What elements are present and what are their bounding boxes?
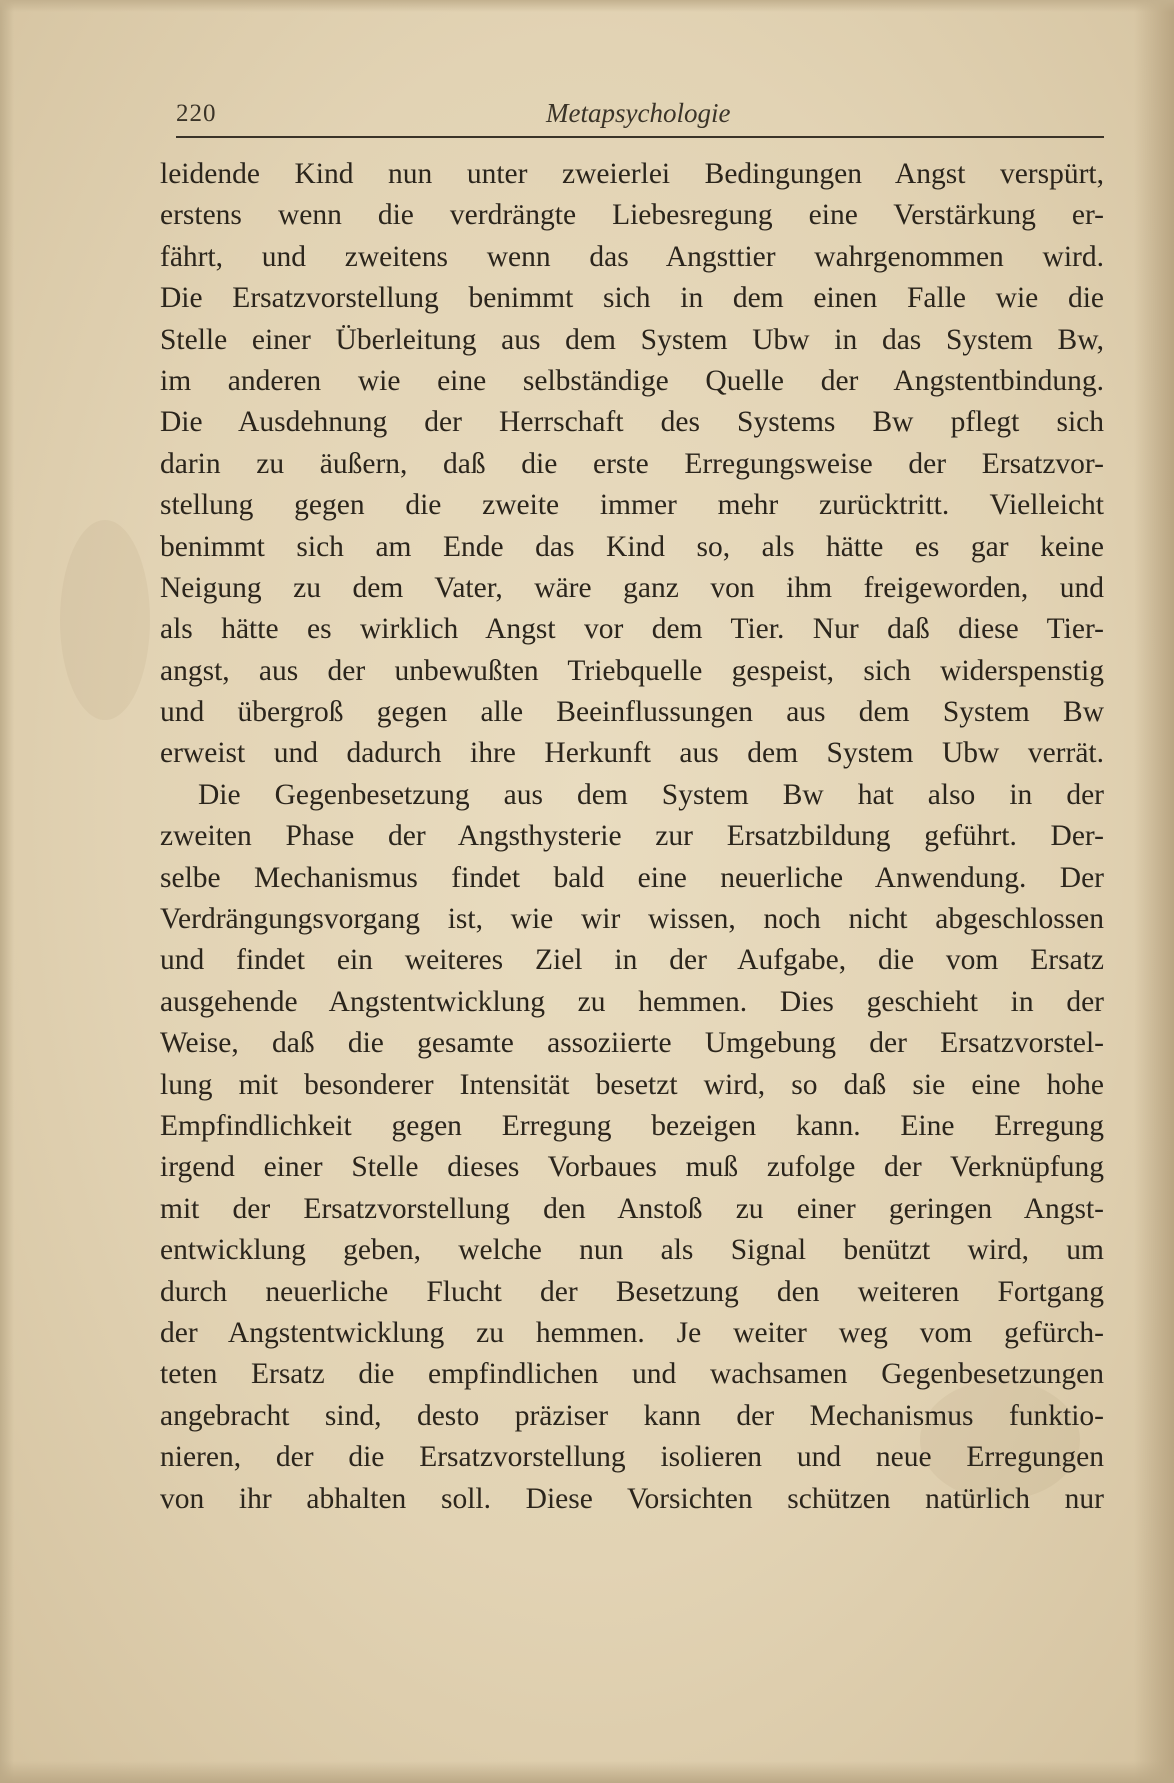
- text-line: angebracht sind, desto präziser kann der Mechanismus funktio-: [160, 1399, 1104, 1432]
- text-line: Die Ausdehnung der Herrschaft des Systems Bw pflegt sich: [160, 406, 1104, 439]
- text-line: fährt, und zweitens wenn das Angsttier wahrgenommen wird.: [160, 240, 1104, 273]
- text-line: mit der Ersatzvorstellung den Anstoß zu einer geringen Angst-: [160, 1192, 1104, 1225]
- text-line: und findet ein weiteres Ziel in der Aufgabe, die vom Ersatz: [160, 944, 1104, 977]
- text-line: nieren, der die Ersatzvorstellung isolieren und neue Erregungen: [160, 1441, 1104, 1474]
- text-line: Weise, daß die gesamte assoziierte Umgebung der Ersatzvorstel-: [160, 1027, 1104, 1060]
- text-line: irgend einer Stelle dieses Vorbaues muß zufolge der Verknüpfung: [160, 1151, 1104, 1184]
- text-line: darin zu äußern, daß die erste Erregungsweise der Ersatzvor-: [160, 447, 1104, 480]
- page-header: [176, 96, 1104, 138]
- text-line: stellung gegen die zweite immer mehr zurücktritt. Vielleicht: [160, 489, 1104, 522]
- text-line: benimmt sich am Ende das Kind so, als hätte es gar keine: [160, 530, 1104, 563]
- page-edge-shadow-bottom: [0, 1761, 1174, 1783]
- text-line: Neigung zu dem Vater, wäre ganz von ihm freigeworden, und: [160, 571, 1104, 604]
- page-number: 220: [176, 100, 217, 127]
- body-text: [160, 154, 1104, 1520]
- page-edge-shadow-left: [0, 0, 14, 1783]
- text-line: entwicklung geben, welche nun als Signal benützt wird, um: [160, 1234, 1104, 1267]
- text-line: von ihr abhalten soll. Diese Vorsichten schützen natürlich nur: [160, 1482, 1104, 1515]
- text-line: erweist und dadurch ihre Herkunft aus dem System Ubw verrät.: [160, 737, 1104, 770]
- text-line: der Angstentwicklung zu hemmen. Je weiter weg vom gefürch-: [160, 1316, 1104, 1349]
- text-line: erstens wenn die verdrängte Liebesregung eine Verstärkung er-: [160, 199, 1104, 232]
- text-line: angst, aus der unbewußten Triebquelle gespeist, sich widerspenstig: [160, 654, 1104, 687]
- text-line: als hätte es wirklich Angst vor dem Tier. Nur daß diese Tier-: [160, 613, 1104, 646]
- text-line: selbe Mechanismus findet bald eine neuerliche Anwendung. Der: [160, 861, 1104, 894]
- text-line: und übergroß gegen alle Beeinflussungen aus dem System Bw: [160, 696, 1104, 729]
- text-line: lung mit besonderer Intensität besetzt wird, so daß sie eine hohe: [160, 1068, 1104, 1101]
- paper-stain: [60, 520, 150, 720]
- text-line: im anderen wie eine selbständige Quelle der Angstentbindung.: [160, 364, 1104, 397]
- text-line: ausgehende Angstentwicklung zu hemmen. Dies geschieht in der: [160, 985, 1104, 1018]
- text-line: leidende Kind nun unter zweierlei Bedingungen Angst verspürt,: [160, 158, 1104, 190]
- text-line: zweiten Phase der Angsthysterie zur Ersatzbildung geführt. Der-: [160, 820, 1104, 853]
- text-line: Verdrängungsvorgang ist, wie wir wissen, noch nicht abgeschlossen: [160, 903, 1104, 936]
- text-line: Die Ersatzvorstellung benimmt sich in dem einen Falle wie die: [160, 282, 1104, 315]
- text-line: Die Gegenbesetzung aus dem System Bw hat also in der: [198, 778, 1104, 811]
- page-edge-shadow-top: [0, 0, 1174, 12]
- text-line: Empfindlichkeit gegen Erregung bezeigen kann. Eine Erregung: [160, 1109, 1104, 1142]
- running-title: Metapsychologie: [546, 98, 731, 128]
- page-edge-shadow-right: [1134, 0, 1174, 1783]
- text-line: Stelle einer Überleitung aus dem System Ubw in das System Bw,: [160, 323, 1104, 356]
- text-line: teten Ersatz die empfindlichen und wachsamen Gegenbesetzungen: [160, 1358, 1104, 1391]
- text-line: durch neuerliche Flucht der Besetzung den weiteren Fortgang: [160, 1275, 1104, 1308]
